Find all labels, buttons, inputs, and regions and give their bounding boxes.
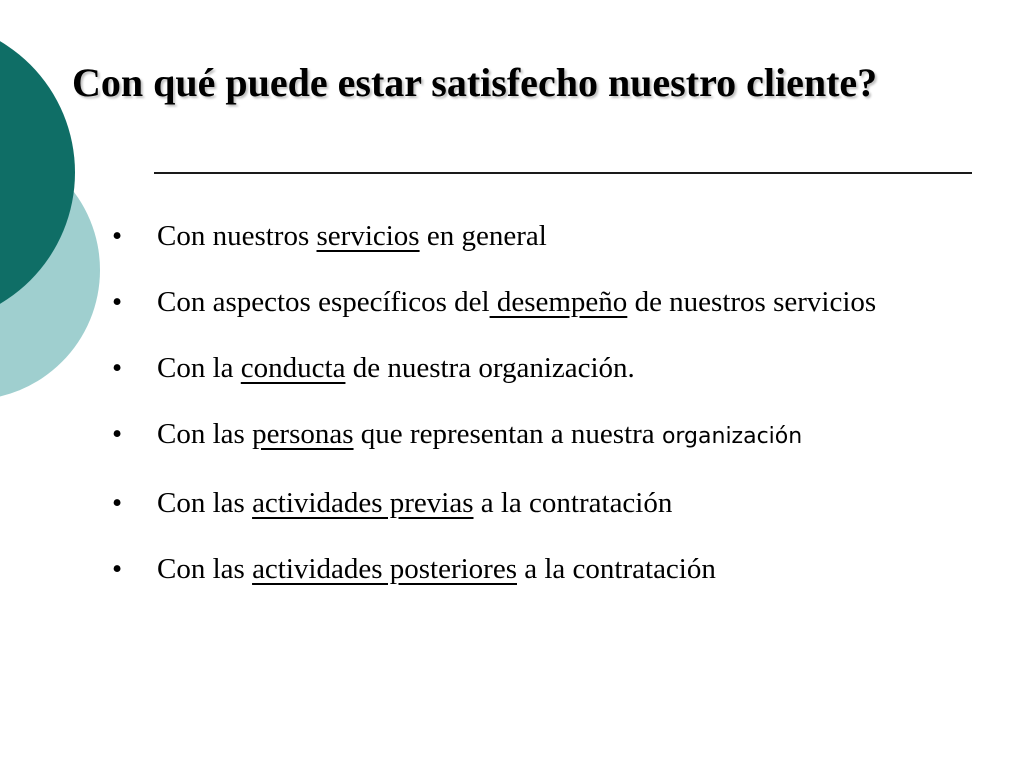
bullet-text: de nuestra organización. <box>345 352 635 384</box>
slide-title: Con qué puede estar satisfecho nuestro cliente? <box>72 60 878 105</box>
underlined-keyword: desempeño <box>489 286 628 318</box>
underlined-keyword: personas <box>252 418 354 450</box>
bullet-text: Con aspectos específicos del <box>157 286 490 318</box>
bullet-icon: • <box>112 220 123 252</box>
bullet-icon: • <box>112 418 123 450</box>
bullet-icon: • <box>112 352 123 384</box>
bullet-item-conducta <box>112 335 992 401</box>
bullet-text: a la contratación <box>517 553 716 585</box>
bullet-text: Con las <box>157 418 253 450</box>
bullet-text-tail: organización <box>661 424 803 449</box>
bullet-text: de nuestros servicios <box>627 286 877 318</box>
bullet-item-actividades-previas <box>112 470 992 536</box>
bullet-icon: • <box>112 487 123 519</box>
bullet-item-servicios <box>112 203 992 269</box>
underlined-keyword: actividades posteriores <box>252 553 517 585</box>
bullet-text: Con las <box>157 487 253 519</box>
bullet-list <box>112 203 992 602</box>
bullet-item-actividades-posteriores <box>112 536 992 602</box>
bullet-text: Con las <box>157 553 253 585</box>
bullet-text: Con la <box>157 352 241 384</box>
underlined-keyword: servicios <box>316 220 420 252</box>
bullet-item-desempeno <box>112 269 937 335</box>
bullet-icon: • <box>112 553 123 585</box>
bullet-text: Con nuestros <box>157 220 317 252</box>
bullet-icon: • <box>112 286 123 318</box>
title-divider <box>154 172 972 174</box>
underlined-keyword: conducta <box>240 352 346 384</box>
bullet-text: en general <box>419 220 547 252</box>
bullet-text: que representan a nuestra <box>353 418 662 450</box>
bullet-text: a la contratación <box>473 487 673 519</box>
bullet-item-personas <box>112 401 992 470</box>
underlined-keyword: actividades previas <box>252 487 474 519</box>
